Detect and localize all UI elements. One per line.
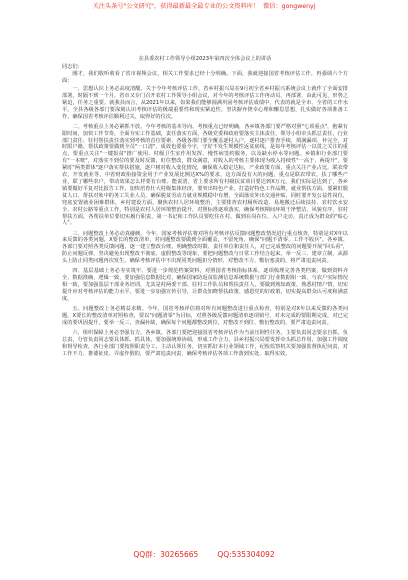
footer-qq: QQ:535304092 [217, 550, 275, 559]
paragraph-section-3: 三、问题整改上务必动真碰硬。今年，国家考核评估将对所有考核评估反馈问题整改情况进行重点核查，特别是对X年以来反馈的各类问题，X要长的整改清单，对问题整改要做到全面覆盖，不留死角，确保"问题不清零、工作不收兵"。各乡镇、各部门要对照各类反馈问题，逐一建立整改台账，明确整改时限、责任单位和责任人，对已完成整改的问题要开展"回头看"，防止问题反弹，坚决避免出现整改不彻底、虚假整改等现象，要把问题整改与日常工作结合起来，举一反三、建章立制，从源头上防止同类问题再次发生，确保考核评估中不出现同类问题扣分情形，对整改不力、敷衍塞责的，将严肃追责问责。 [62, 230, 348, 265]
footer-qq-group: QQ群：30265665 [133, 550, 199, 559]
document-body [62, 56, 348, 359]
document-title: 在县委农村工作领导小组2023年第四次全体会议上的讲话 [138, 56, 272, 62]
header-wechat-text: 微信：gongwenyj [263, 3, 316, 10]
salutation: 同志们： [62, 63, 83, 70]
header-banner [0, 2, 408, 12]
paragraph-section-6: 六、组织保障上务必坚强有力。各乡镇、各部门要把迎接国省考核评估作为当前压倒性任务，主要负责同志要亲自抓、负总责，分管负责同志要具体抓、抓具体，要加强统筹协调，形成工作合力，县乡村振兴局要发挥牵头抓总作用，加强工作调度和督导检查，各行业部门要按照职责分工，主动认领任务，切实抓好本行业领域工作，纪检监察机关要加强监督执纪问责，对工作不力、推诿扯皮、弄虚作假的，要严肃追责问责，确保考核评估各项工作落到实处、取得实效。 [62, 329, 348, 357]
paragraph-section-5: 五、问题整改上务必精益求精。今年，国省考核评估将对所有问题整改进行重点检查，特别是对X年以来反馈的各类问题，X要长的整改清单对照检查，要以"问题清零"为目标，对照各级反馈问题清单逐项销号，对未完成的要限期完成，对已完成的要巩固提升，要举一反三，查漏补缺，确保每个问题都整改到位，对整改不到位、敷衍整改的，要严肃追责问责。 [62, 305, 348, 326]
header-left-text: 关注头条号"公文研究"，获得最新最全最专业的公文资料库！ [92, 3, 260, 10]
paragraph-section-2: 二、考核重点上务必紧抓不放。今年考核的基本导向、考核重点已经明确，各乡镇各部门要严格对照"七项重点"，抱紧有限时间，加快工作节奏，全面夯实工作基础，责任落实方面，各级党委和政府要落实主体责任，领导小组牵头抓总责任，行业部门责任、驻村帮扶责任落实到考核的首位要素，各级各部门要全覆盖逐村入户，逐村逐户排查手续，填满漏项、补完全，对时限户籍、帮扶政策要做到全员"一口清"，成效也要重今字，守好不发生规模性返贫底线，是每年考核评估一以贯之关注的重点，要重点关注"一键报贫"推广使用、村级卫生室作用发挥、慢性病签约服务，以及缺水停水等问题。乡镇和行业部门要有"一本账"，对落实不到位的要及时反馈，盯住整改，群众满意，对收入的考核主要体现为收入持续性"一高于、两提升"，要紧盯"两类群体"逐户落实帮扶措施，逐户树对收入变化情况，确保收入稳定达标，产业政策方面，重点关注产业占比，联农带农，开发就业等，中省财政衔接资金用于产业发展比例达X%的要求，这方面没有大的问题，重点是联农带农，扶了哪些产业，联了哪些农户，带动效果怎么样要有台账、能说清，省上要求所有村级扶贫项目要达到X万元，我们实际是达到了，各乡镇要做好平复对比报告工作，加快培育壮大村级集体经济，要突出特色产业，打造好特色工作品牌，就业帮扶方面，要紧盯脱贫人口、帮扶对象中的务工失业人员，确保脱贫劳动力就业规模稳中有增，全面落实外出交通补贴，同时要开发公益性岗位，兜底安置就业困难群体，乡村建设方面，聚焦农村人居环境整治，主要排查农村厕所改造、易地搬迁后续扶持、农村饮水安全、农村公路等重点工作，特别是农村人居环境整治提升，对照标准逐项落实，确保考核期间环境干净整洁、风貌有序，驻村帮扶方面，各帮扶单位要切实履行职责，第一书记和工作队员要吃住在村，做到在岗在位、入户走访，真正成为群众的"贴心人"。 [62, 123, 348, 227]
paragraph-section-4: 四、基层基础上务必夯实筑牢。要进一步规范档案资料，对照国省考核指标体系，逐项梳理完善各类档案，做到资料齐全、数据准确、逻辑一致，要加强信息数据比对，确保国家防返贫监测信息系统数据与部门行业数据相一致、与农户实际情况相一致，要加强基层干部业务培训，尤其是村两委干部、驻村工作队员和帮扶责任人，要做到熟知政策、熟悉村情户情，切实提升应对考核评估的能力水平，要进一步加强宣传引导，让群众知晓帮扶政策、感恩党的好政策，切实提高群众认可度和满意度。 [62, 268, 348, 302]
paragraph-section-1: 一、思想认识上务必高度清醒。关于今年考核评估工作，省乡村振兴局在9月初全省乡村振兴系统会议上就作了全面安排部署，时隔不到一个月，省市又专门召开农村工作领导小组会议，对今年的考核评估工作再动员、再部署，由此可见，形势之紧迫，任务之重要。就我县而言，从2021年以来，如果我们能够圆满巩固考核评估成绩中，代表的就是全市、全省的工作水平。全县各级各部门要深刻认识考核评估的极端重要性和现实紧迫性，坚决摒弃侥幸心理和懈怠思想，扎实做好各项准备工作，确保国省考核评估顺利过关、取得好的位次。 [62, 86, 348, 120]
paragraph-intro: 刚才，我们收听收看了省市视频会议，相关工作要求已经十分明确。下面，我就迎接国省考核评估工作，再强调六个方面： [62, 70, 348, 84]
footer-contact [0, 550, 408, 560]
